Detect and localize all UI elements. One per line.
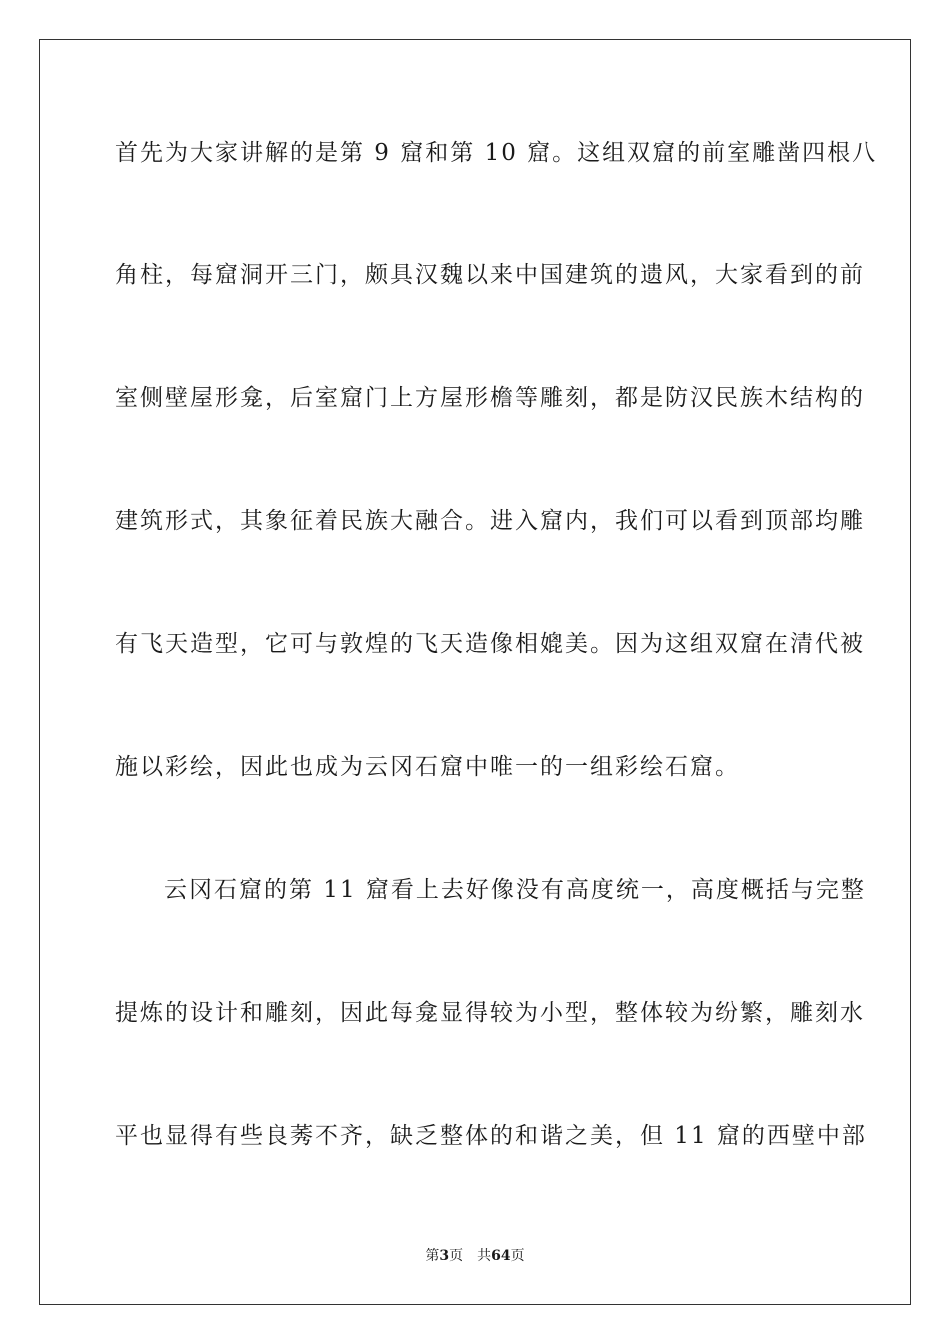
- total-prefix: 共: [477, 1248, 492, 1264]
- text-line-4: 建筑形式，其象征着民族大融合。进入窟内，我们可以看到顶部均雕: [115, 508, 865, 534]
- page-border: [39, 39, 911, 1305]
- page-footer: [0, 1247, 950, 1265]
- text-line-7: 云冈石窟的第 11 窟看上去好像没有高度统一，高度概括与完整: [164, 877, 866, 903]
- text-line-5: 有飞天造型，它可与敦煌的飞天造像相媲美。因为这组双窟在清代被: [115, 631, 865, 657]
- total-pages: 64: [491, 1248, 511, 1264]
- page-prefix: 第: [425, 1248, 440, 1264]
- text-line-8: 提炼的设计和雕刻，因此每龛显得较为小型，整体较为纷繁，雕刻水: [115, 1000, 865, 1026]
- page-number: 3: [439, 1248, 450, 1264]
- total-suffix: 页: [510, 1248, 525, 1264]
- text-line-2: 角柱，每窟洞开三门，颇具汉魏以来中国建筑的遗风，大家看到的前: [115, 262, 865, 288]
- text-line-6: 施以彩绘，因此也成为云冈石窟中唯一的一组彩绘石窟。: [115, 754, 740, 780]
- text-line-3: 室侧壁屋形龛，后室窟门上方屋形檐等雕刻，都是防汉民族木结构的: [115, 385, 865, 411]
- page-suffix: 页: [449, 1248, 464, 1264]
- text-line-1: 首先为大家讲解的是第 9 窟和第 10 窟。这组双窟的前室雕凿四根八: [115, 140, 878, 166]
- text-line-9: 平也显得有些良莠不齐，缺乏整体的和谐之美，但 11 窟的西壁中部: [115, 1123, 867, 1149]
